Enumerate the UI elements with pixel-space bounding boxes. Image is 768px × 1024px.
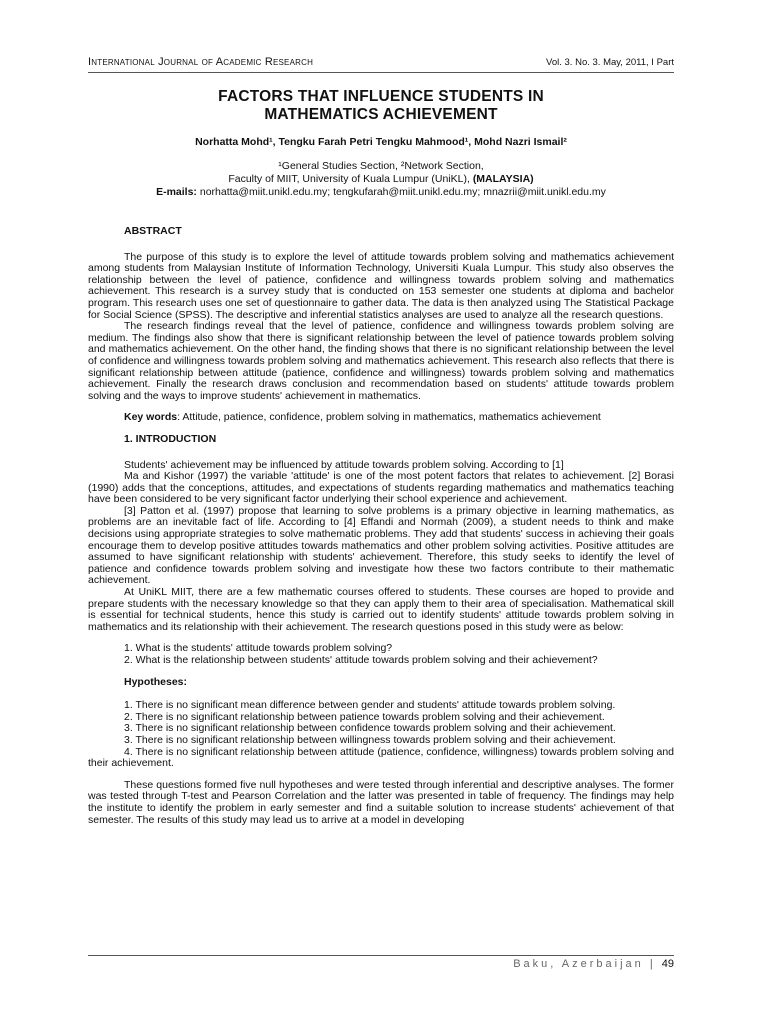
intro-paragraph-4: At UniKL MIIT, there are a few mathematic courses offered to students. These courses are hoped to provide and prepare students with the necessary knowledge so that they can apply them to their area of specialisation. Mathematical skill is essential for technical students, hence this study is carried out to identify students' attitude towards problem solving in mathematics and its relationship with their achievement. The research questions posed in this study were as below: [88,586,674,633]
page-number: 49 [661,958,674,970]
affiliation-line-1: ¹General Studies Section, ²Network Section, [278,160,484,172]
affiliation-faculty: Faculty of MIIT, University of Kuala Lumpur (UniKL), [228,173,473,185]
hypothesis-item: 2. There is no significant relationship between patience towards problem solving and their achievement. [124,710,605,723]
intro-paragraph-1: Students' achievement may be influenced by attitude towards problem solving. According to [1] [124,458,564,471]
hypothesis-item: 3. There is no significant relationship between confidence towards problem solving and their achievement. [124,722,616,735]
affiliation-country: (MALAYSIA) [472,173,534,185]
research-question: 2. What is the relationship between students' attitude towards problem solving and their achievement? [124,654,598,666]
running-footer [513,958,674,970]
abstract-paragraph-2: The research findings reveal that the level of patience, confidence and willingness towards problem solving are medium. The findings also show that there is significant relationship between the level of patience towards problem solving and mathematics achievement. On the other hand, the finding shows that there is no significant relationship between the level of confidence and willingness towards problem solving and mathematics achievement. This research also reflects that there is significant relationship between attitude (patience, confidence and willingness) towards problem solving and mathematics achievement. Finally the research draws conclusion and recommendation based on students' attitude towards problem solving and the ways to improve students' achievement in mathematics. [88,320,674,402]
introduction-heading: 1. INTRODUCTION [124,432,217,445]
keywords-text: : Attitude, patience, confidence, problem solving in mathematics, mathematics achievement [177,411,601,424]
affiliation-block [88,160,674,199]
volume-info: Vol. 3. No. 3. May, 2011, I Part [546,57,674,68]
closing-paragraph: These questions formed five null hypotheses and were tested through inferential and descriptive analyses. The former was tested through T-test and Pearson Correlation and the latter was presented in table of frequency. The findings may help the institute to identify the problem in early semester and find a suitable solution to increase students' achievement of that semester. The results of this study may lead us to arrive at a model in developing [88,778,674,826]
emails-label: E-mails: [156,186,197,198]
hypothesis-item: 4. There is no significant relationship between attitude (patience, confidence, willingness) towards problem solving and their achievement. [88,745,674,770]
footer-place: Baku, Azerbaijan | [513,958,662,970]
hypothesis-item: 1. There is no significant mean difference between gender and students' attitude towards problem solving. [124,699,616,712]
paper-title [88,88,674,124]
emails-list: norhatta@miit.unikl.edu.my; tengkufarah@miit.unikl.edu.my; mnazrii@miit.unikl.edu.my [196,186,606,198]
paper-body [88,226,674,826]
footer-rule [88,955,674,956]
abstract-paragraph-1: The purpose of this study is to explore the level of attitude towards problem solving and mathematics achievement among students from Malaysian Institute of Information Technology, Universiti Kuala Lumpur. This study also observes the relationship between the level of patience, confidence and willingness towards problem solving and mathematics achievement. This research is a survey study that is conducted on 153 semester one students at diploma and bachelor program. This research uses one set of questionnaire to gather data. The data is then analyzed using The Statistical Package for Social Science (SPSS). The descriptive and inferential statistics analyses are used to analyze all the research questions. [88,250,674,321]
hypothesis-item: 3. There is no significant relationship between willingness towards problem solving and their achievement. [124,733,616,746]
keywords [88,412,674,424]
title-line-2: MATHEMATICS ACHIEVEMENT [264,106,498,123]
intro-paragraph-2: Ma and Kishor (1997) the variable 'attitude' is one of the most potent factors that relates to achievement. [2] Borasi (1990) adds that the conceptions, attitudes, and expectations of students regarding mathematics and mathematics teaching have been considered to be very significant factor underlying their school experience and achievement. [88,470,674,506]
research-question: 1. What is the students' attitude towards problem solving? [124,642,393,655]
author-list: Norhatta Mohd¹, Tengku Farah Petri Tengku Mahmood¹, Mohd Nazri Ismail² [195,136,567,148]
intro-paragraph-3: [3] Patton et al. (1997) propose that learning to solve problems is a primary objective in learning mathematics, as problems are an inevitable fact of life. According to [4] Effandi and Normah (2009), a student needs to think and make decisions using appropriate strategies to solve mathematic problems. They add that students' success in achieving their goals encourage them to develop positive attitudes towards mathematics and other problem solving activities. Positive attitudes are assumed to have significant relationship with students' achievement. Therefore, this study seeks to identify the level of patience and confidence towards problem solving and investigate how these two factors contribute to their mathematic achievement. [88,504,674,587]
running-header [88,56,674,73]
affiliation-line-2 [88,173,674,186]
email-line [88,186,674,199]
hypotheses-heading: Hypotheses: [124,675,188,688]
journal-name: International Journal of Academic Research [88,56,314,68]
title-line-1: FACTORS THAT INFLUENCE STUDENTS IN [218,88,544,105]
abstract-heading: ABSTRACT [124,225,182,237]
keywords-label: Key words [124,411,178,424]
